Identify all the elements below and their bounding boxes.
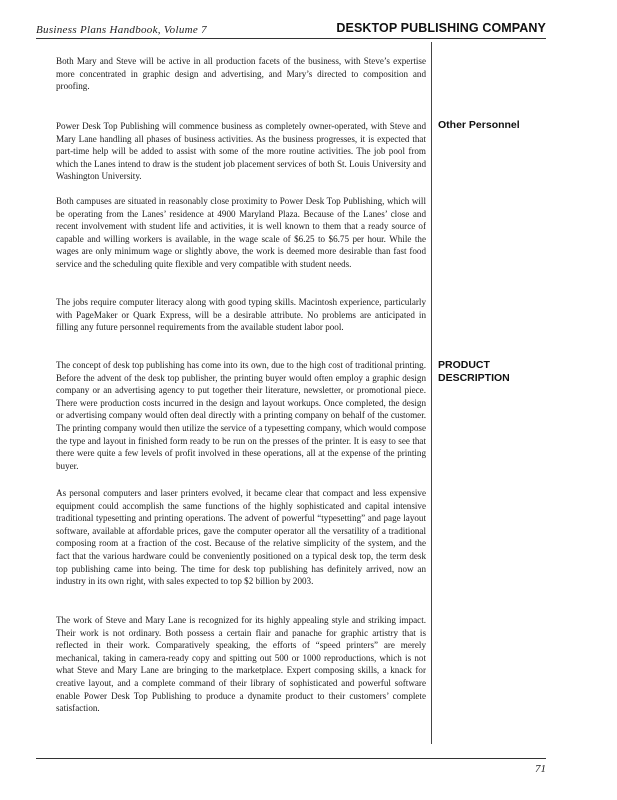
- side-heading-other-personnel: Other Personnel: [438, 119, 520, 131]
- header-book-title: Business Plans Handbook, Volume 7: [36, 24, 207, 36]
- side-heading-product-description: [438, 359, 548, 384]
- footer-divider: [36, 758, 546, 759]
- paragraph-text: Power Desk Top Publishing will commence business as completely owner-operated, with Steve and Mary Lane handling all phases of business activities. As the business progresses, it is expected that part-time help will be added to assist with some of the more routine activities. The job pool from which the Lanes intend to draw is the student job placement services of both St. Louis University and Washington University.: [56, 121, 426, 182]
- body-paragraph-4: [56, 296, 426, 334]
- body-paragraph-1: [56, 55, 426, 93]
- paragraph-text: As personal computers and laser printers evolved, it became clear that compact and less expensive equipment could accomplish the same functions of the highly sophisticated and capital intensive traditional typesetting and printing operations. The advent of powerful “typesetting” and page layout software, available at affordable prices, gave the computer operator all the versatility of a traditional composing room at a fraction of the cost. Because of the relative simplicity of the system, and the fact that the various hardware could be conveniently positioned on a typical desk top, the term desk top publishing came into being. The time for desk top publishing has definitely arrived, now an industry in its own right, with sales expected to top $2 billion by 2003.: [56, 488, 426, 587]
- paragraph-text: Both campuses are situated in reasonably close proximity to Power Desk Top Publishing, which will be operating from the Lanes’ residence at 4900 Maryland Plaza. Because of the Lanes’ close and recent involvement with student life and activities, it is well known to them that a ready source of capable and willing workers is available, in the wage scale of $6.25 to $6.75 per hour. While the wages are only minimum wage or slightly above, the work is deemed more desirable than fast food service and the scheduling quite flexible and very compatible with student needs.: [56, 196, 426, 269]
- column-divider: [431, 42, 432, 744]
- side-heading-line: DESCRIPTION: [438, 371, 510, 384]
- body-paragraph-3: [56, 195, 426, 271]
- body-paragraph-6: [56, 487, 426, 588]
- paragraph-text: Both Mary and Steve will be active in all production facets of the business, with Steve’s expertise more concentrated in graphic design and advertising, and Mary’s directed to composition and proofing.: [56, 56, 426, 92]
- header-divider: [36, 38, 546, 39]
- paragraph-text: The concept of desk top publishing has come into its own, due to the high cost of traditional printing. Before the advent of the desk top publisher, the printing buyer would often employ a graphic design company or an advertising agency to put together their literature, newsletter, or promotional piece. There were production costs incurred in the design and layout workups. Once completed, the design or advertising company would often deal directly with a printing company on behalf of the customer. The printing company would then utilize the service of a typesetting company, which would compose the type and layout in finished form ready to be run on the presses of the printer. It is easy to see that there were quite a few levels of profit involved in these operations, all at the expense of the printing buyer.: [56, 360, 426, 471]
- body-paragraph-7: [56, 614, 426, 715]
- body-paragraph-2: [56, 120, 426, 183]
- side-heading-line: PRODUCT: [438, 359, 490, 371]
- body-paragraph-5: [56, 359, 426, 472]
- paragraph-text: The jobs require computer literacy along with good typing skills. Macintosh experience, particularly with PageMaker or Quark Express, will be a desirable attribute. No problems are anticipated in filling any future personnel requirements from the available student labor pool.: [56, 297, 426, 333]
- header-section-title: DESKTOP PUBLISHING COMPANY: [336, 21, 546, 35]
- paragraph-text: The work of Steve and Mary Lane is recognized for its highly appealing style and striking impact. Their work is not ordinary. Both possess a certain flair and panache for graphic artistry that is reflected in their work. Comparatively speaking, the efforts of “speed printers” are merely mechanical, taking in camera-ready copy and spitting out 500 or 1000 reproductions, which is not what Steve and Mary Lane are bringing to the marketplace. Expert composing skills, a knack for creative layout, and a complete command of their library of sophisticated and powerful software enable Power Desk Top Publishing to produce a dynamite product to their customers’ complete satisfaction.: [56, 615, 426, 714]
- page-number: 71: [535, 763, 546, 775]
